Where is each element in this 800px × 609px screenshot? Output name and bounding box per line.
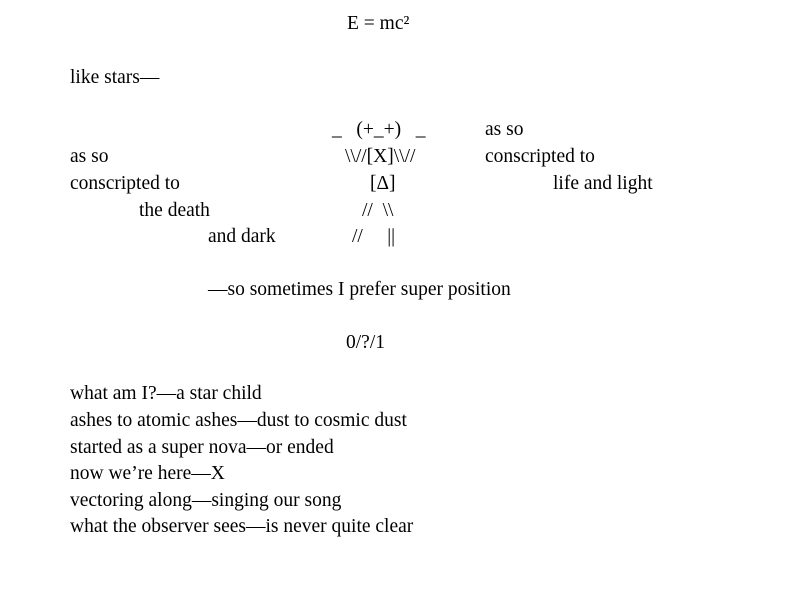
closing-line: now we’re here—X	[70, 463, 225, 484]
right-stanza-line: life and light	[553, 173, 653, 194]
closing-line: started as a super nova—or ended	[70, 437, 334, 458]
left-stanza-line: conscripted to	[70, 173, 180, 194]
closing-line: what the observer sees—is never quite clear	[70, 516, 414, 537]
closing-line: what am I?—a star child	[70, 383, 262, 404]
left-stanza-line: as so	[70, 146, 109, 167]
figure-arms: \\//[X]\\//	[345, 146, 416, 167]
superposition-line: —so sometimes I prefer super position	[208, 279, 511, 300]
right-stanza-line: as so	[485, 119, 524, 140]
opening-line: like stars—	[70, 67, 160, 88]
left-stanza-line: the death	[139, 200, 210, 221]
closing-line: ashes to atomic ashes—dust to cosmic dust	[70, 410, 407, 431]
right-stanza-line: conscripted to	[485, 146, 595, 167]
figure-legs: // \\	[362, 200, 394, 221]
left-stanza-line: and dark	[208, 226, 276, 247]
figure-head: _ (+_+) _	[332, 119, 426, 140]
state-line: 0/?/1	[346, 332, 385, 353]
poem-title: E = mc²	[347, 13, 410, 34]
figure-feet: // ||	[352, 226, 396, 247]
figure-body: [Δ]	[370, 173, 396, 194]
closing-line: vectoring along—singing our song	[70, 490, 342, 511]
